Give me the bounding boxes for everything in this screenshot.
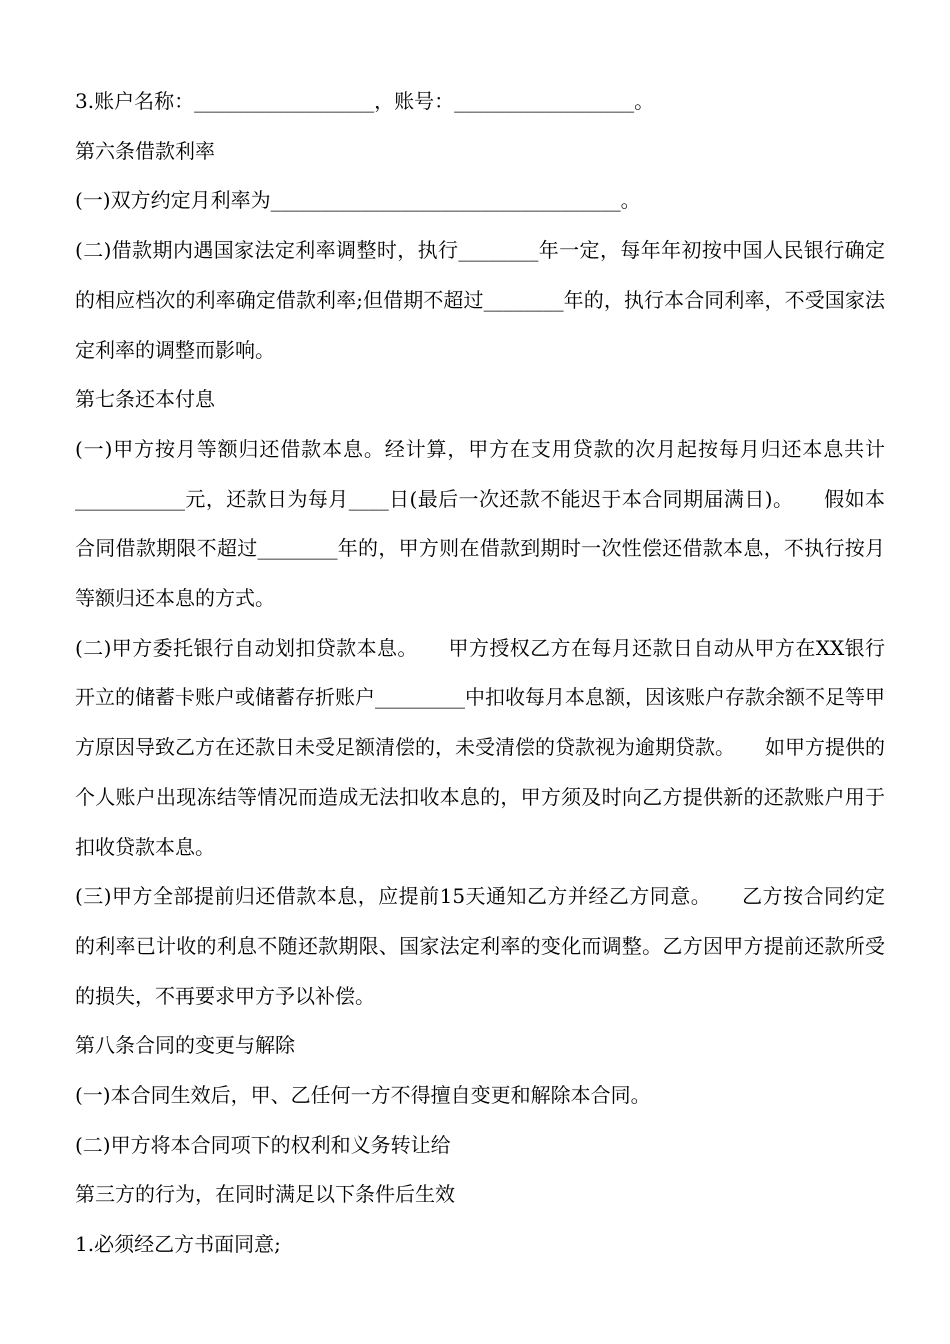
contract-body (75, 77, 885, 1270)
article-7-clause-2: (二)甲方委托银行自动划扣贷款本息。 甲方授权乙方在每月还款日自动从甲方在XX银行开立的储蓄卡账户或储蓄存折账户_________中扣收每月本息额，因该账户存款余额不足等甲方原因导致乙方在还款日未受足额清偿的，未受清偿的贷款视为逾期贷款。 如甲方提供的个人账户出现冻结等情况而造成无法扣收本息的，甲方须及时向乙方提供新的还款账户用于扣收贷款本息。 (75, 635, 885, 859)
article-6-heading: 第六条借款利率 (75, 138, 215, 163)
account-line: 3.账户名称：__________________，账号：__________________。 (75, 89, 655, 113)
article-7-heading: 第七条还本付息 (75, 387, 215, 412)
article-6-clause-1: (一)双方约定月利率为___________________________________。 (75, 188, 641, 213)
article-8-heading: 第八条合同的变更与解除 (75, 1033, 295, 1058)
condition-1: 1.必须经乙方书面同意; (75, 1232, 281, 1257)
article-8-clause-1: (一)本合同生效后，甲、乙任何一方不得擅自变更和解除本合同。 (75, 1083, 651, 1108)
article-7-clause-3: (三)甲方全部提前归还借款本息，应提前15天通知乙方并经乙方同意。 乙方按合同约定的利率已计收的利息不随还款期限、国家法定利率的变化而调整。乙方因甲方提前还款所受的损失，不再要求甲方予以补偿。 (75, 884, 885, 1008)
article-8-clause-2: (二)甲方将本合同项下的权利和义务转让给 (75, 1132, 451, 1157)
article-6-clause-2: (二)借款期内遇国家法定利率调整时，执行________年一定，每年年初按中国人民银行确定的相应档次的利率确定借款利率;但借期不超过________年的，执行本合同利率，不受国家法定利率的调整而影响。 (75, 238, 885, 362)
article-8-clause-2-cont: 第三方的行为，在同时满足以下条件后生效 (75, 1182, 455, 1207)
article-7-clause-1: (一)甲方按月等额归还借款本息。经计算，甲方在支用贷款的次月起按每月归还本息共计___________元，还款日为每月____日(最后一次还款不能迟于本合同期届满日)。 假如本合同借款期限不超过________年的，甲方则在借款到期时一次性偿还借款本息，不执行按月等额归还本息的方式。 (75, 436, 885, 611)
